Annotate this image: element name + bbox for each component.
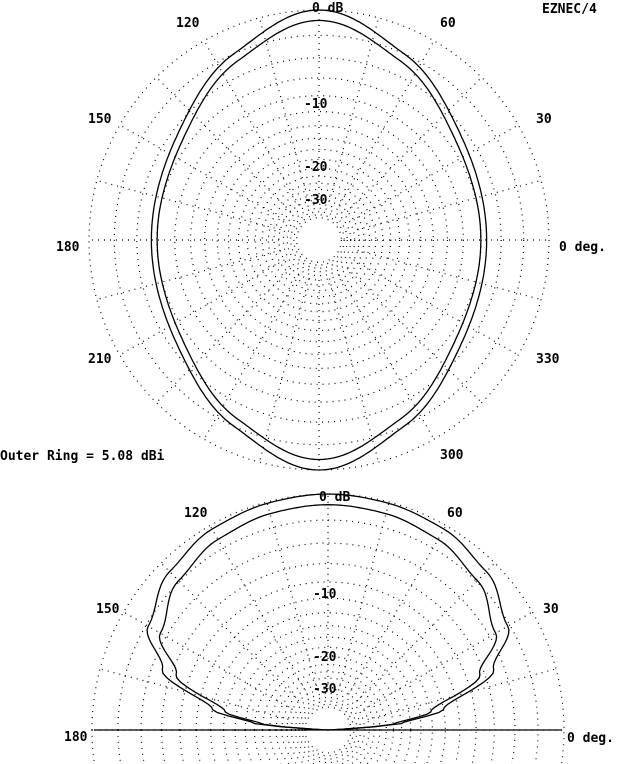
- azimuth-angle-label: 60: [440, 16, 456, 31]
- elevation-angle-label: 180: [64, 730, 88, 745]
- elevation-grid-ring-below: [196, 730, 460, 764]
- elevation-angle-label: 150: [96, 602, 120, 617]
- azimuth-grid-spoke: [120, 260, 285, 355]
- elevation-grid-ring-below: [254, 730, 401, 764]
- azimuth-grid-spoke: [204, 275, 299, 440]
- elevation-ring-label: -10: [313, 587, 337, 602]
- program-label: EZNEC/4: [542, 2, 597, 17]
- azimuth-grid-spoke: [329, 18, 378, 201]
- azimuth-grid-ring: [291, 212, 347, 268]
- azimuth-grid-spoke: [339, 275, 434, 440]
- elevation-grid-ring: [118, 520, 538, 730]
- outer-ring-note: Outer Ring = 5.08 dBi: [0, 449, 165, 464]
- elevation-grid-ring-below: [118, 730, 538, 764]
- azimuth-angle-label: 210: [88, 352, 112, 367]
- azimuth-grid-ring: [137, 58, 501, 422]
- elevation-grid-spoke: [364, 612, 533, 709]
- azimuth-ring-label: 0 dB: [312, 1, 344, 16]
- azimuth-grid-spoke: [120, 125, 285, 220]
- elevation-grid-spoke: [124, 612, 293, 709]
- azimuth-angle-label: 150: [88, 112, 112, 127]
- elevation-grid-spoke: [210, 526, 307, 695]
- elevation-grid-ring-below: [305, 730, 351, 753]
- elevation-grid-spoke: [267, 502, 317, 690]
- elevation-grid-ring-below: [92, 730, 564, 764]
- azimuth-pattern-trace-2: [157, 21, 481, 460]
- elevation-grid-ring-below: [180, 730, 476, 764]
- elevation-grid-ring: [263, 665, 394, 730]
- elevation-grid-ring: [224, 626, 433, 730]
- azimuth-angle-label: 330: [536, 352, 560, 367]
- elevation-grid-ring-below: [162, 730, 495, 764]
- azimuth-grid-spokes: [89, 10, 549, 470]
- azimuth-angle-label: 0 deg.: [559, 240, 606, 255]
- elevation-grid-ring-below: [224, 730, 433, 764]
- azimuth-angle-label: 120: [176, 16, 200, 31]
- elevation-angle-label: 0 deg.: [567, 731, 614, 746]
- elevation-plot: [64, 490, 614, 764]
- elevation-grid-ring-below: [287, 730, 369, 764]
- elevation-grid-ring-below: [211, 730, 446, 764]
- azimuth-grid-spoke: [97, 250, 280, 299]
- elevation-grid-ring: [305, 707, 351, 730]
- elevation-grid-ring-below: [245, 730, 410, 764]
- elevation-grid-ring: [211, 613, 446, 730]
- elevation-ring-label: -30: [313, 682, 337, 697]
- elevation-ring-label: -20: [313, 650, 337, 665]
- azimuth-angle-label: 300: [440, 448, 464, 463]
- elevation-grid-spoke: [100, 669, 288, 719]
- azimuth-grid-spoke: [354, 260, 519, 355]
- azimuth-grid-spoke: [354, 125, 519, 220]
- azimuth-ring-label: -20: [304, 160, 328, 175]
- azimuth-grid-spoke: [259, 18, 308, 201]
- elevation-grid-ring-below: [235, 730, 421, 764]
- azimuth-grid-spoke: [347, 268, 481, 402]
- elevation-angle-label: 120: [184, 506, 208, 521]
- azimuth-angle-label: 180: [56, 240, 80, 255]
- elevation-grid-ring: [270, 672, 387, 730]
- elevation-angle-label: 60: [447, 506, 463, 521]
- azimuth-grid-spoke: [156, 268, 290, 402]
- azimuth-grid-spoke: [97, 180, 280, 229]
- elevation-grid-ring-below: [302, 730, 354, 756]
- elevation-grid-spoke: [339, 502, 389, 690]
- elevation-grid-ring: [299, 701, 357, 730]
- azimuth-ring-label: -10: [304, 97, 328, 112]
- azimuth-angle-label: 30: [536, 112, 552, 127]
- azimuth-ring-label: -30: [304, 193, 328, 208]
- elevation-grid-ring-below: [263, 730, 394, 764]
- elevation-grid-ring-below: [270, 730, 387, 764]
- elevation-grid-spoke: [349, 526, 446, 695]
- azimuth-grid-spoke: [358, 250, 541, 299]
- azimuth-grid-spoke: [259, 279, 308, 462]
- elevation-grid-spoke: [357, 563, 495, 701]
- azimuth-grid-spoke: [204, 41, 299, 206]
- elevation-angle-label: 30: [543, 602, 559, 617]
- elevation-grid-ring: [141, 543, 515, 730]
- azimuth-grid-spoke: [339, 41, 434, 206]
- elevation-grid-ring: [302, 704, 354, 730]
- elevation-grid-ring-below: [299, 730, 357, 759]
- azimuth-grid-spoke: [358, 180, 541, 229]
- azimuth-grid-spoke: [329, 279, 378, 462]
- elevation-grid-spoke: [368, 669, 556, 719]
- elevation-grid-spoke: [161, 563, 299, 701]
- elevation-grid-ring: [291, 693, 364, 730]
- elevation-grid-ring-below: [291, 730, 364, 764]
- azimuth-grid-ring: [294, 215, 344, 265]
- azimuth-grid-spoke: [347, 77, 481, 211]
- azimuth-grid-ring: [297, 218, 342, 263]
- azimuth-grid-spoke: [156, 77, 290, 211]
- azimuth-plot: [56, 1, 606, 470]
- elevation-ring-label: 0 dB: [319, 490, 351, 505]
